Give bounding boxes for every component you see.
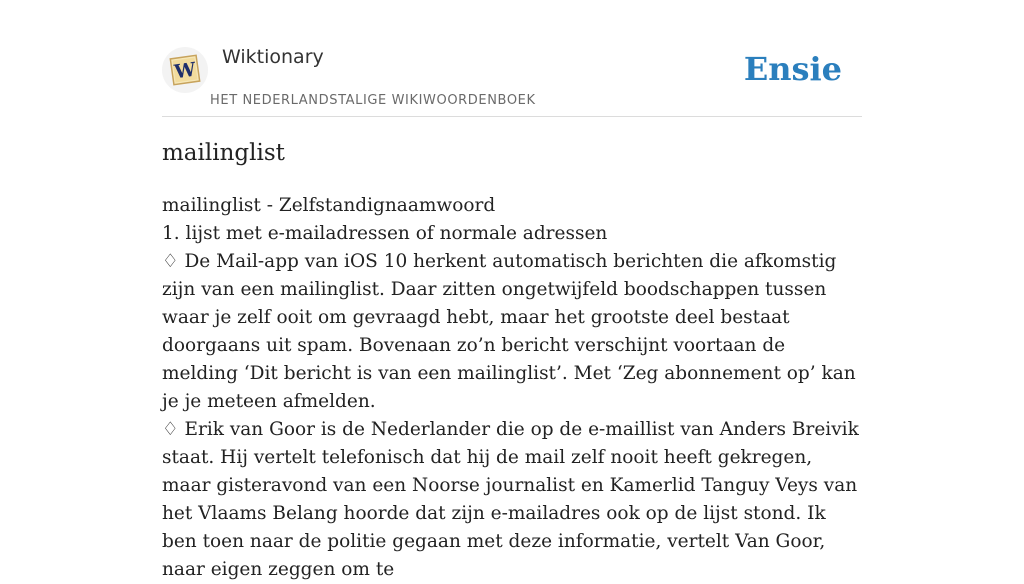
entry-body [162, 192, 862, 584]
page-container [162, 0, 862, 580]
svg-text:W: W [173, 58, 198, 84]
ensie-brand-link[interactable]: Ensie [743, 50, 842, 88]
entry-example: ♢ De Mail-app van iOS 10 herkent automatisch berichten die afkomstig zijn van een mailinglist. Daar zitten ongetwijfeld boodschappen tussen waar je zelf ooit om gevraagd hebt, maar het grootste deel bestaat doorgaans uit spam. Bovenaan zo’n bericht verschijnt voortaan de melding ‘Dit bericht is van een mailinglist’. Met ‘Zeg abonnement op’ kan je je meteen afmelden. [162, 251, 856, 412]
entry-example: ♢ Erik van Goor is de Nederlander die op de e-maillist van Anders Breivik staat. Hij vertelt telefonisch dat hij de mail zelf nooit heeft gekregen, maar gisteravond van een Noorse journalist en Kamerlid Tanguy Veys van het Vlaams Belang hoorde dat zijn e-mailadres ook op de lijst stond. Ik ben toen naar de politie gegaan met deze informatie, vertelt Van Goor, naar eigen zeggen om te [162, 419, 859, 580]
wiktionary-logo-icon[interactable] [162, 47, 208, 93]
site-subtitle: HET NEDERLANDSTALIGE WIKIWOORDENBOEK [210, 93, 536, 108]
site-header [162, 0, 862, 117]
page-title: mailinglist [162, 140, 285, 166]
site-name[interactable]: Wiktionary [222, 46, 324, 68]
entry-definition: 1. lijst met e-mailadressen of normale adressen [162, 223, 608, 244]
entry-heading: mailinglist - Zelfstandignaamwoord [162, 195, 496, 216]
